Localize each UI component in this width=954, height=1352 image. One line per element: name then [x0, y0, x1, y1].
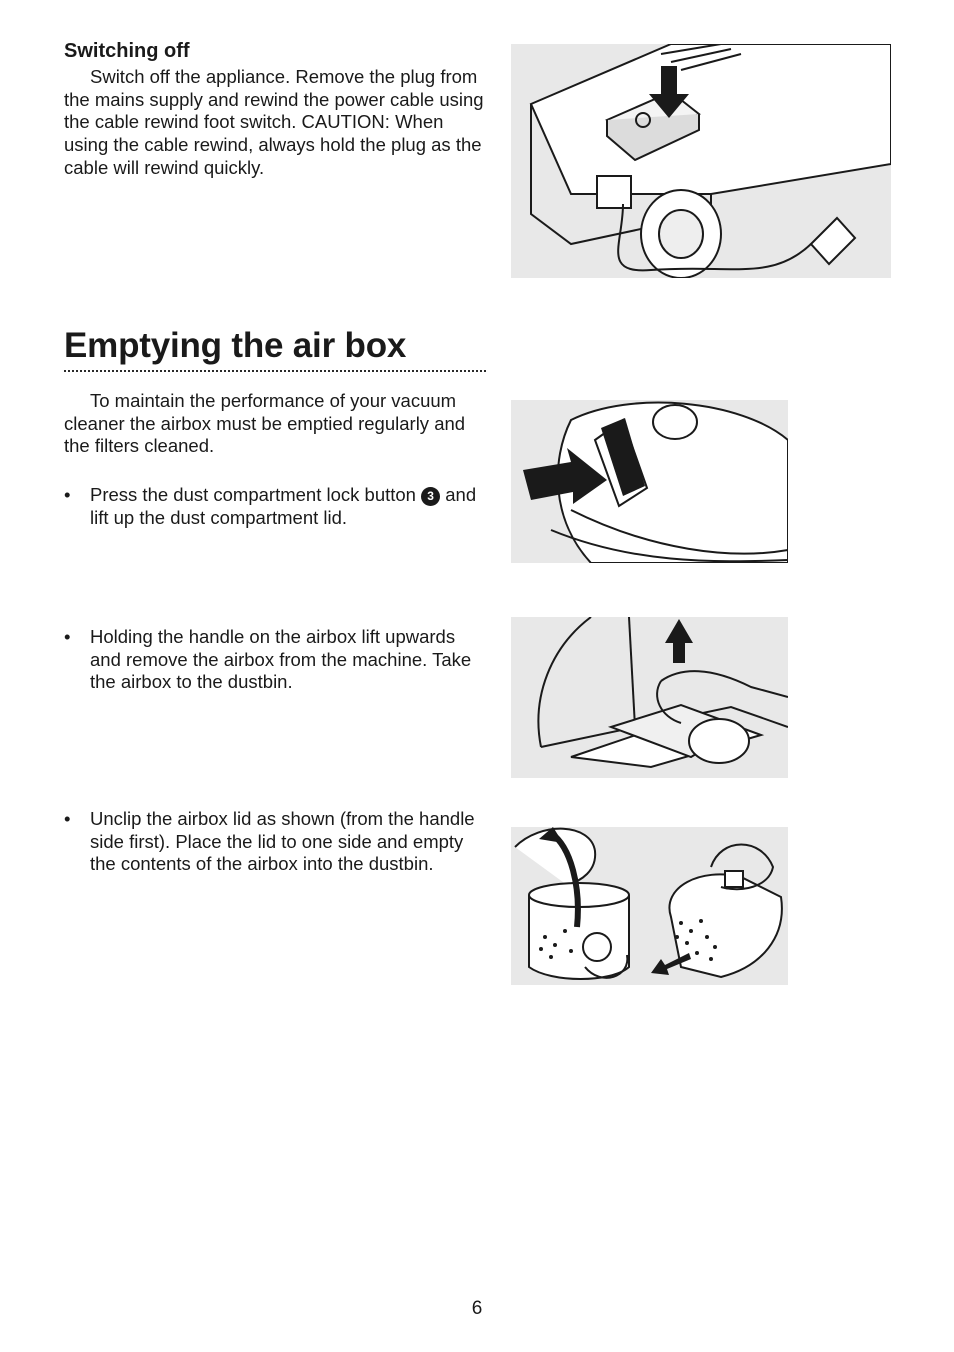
lock-button-number-badge: 3 [421, 487, 440, 506]
airbox-lift-illustration [511, 617, 788, 778]
intro-text: To maintain the performance of your vacuum cleaner the airbox must be emptied regularly and the filters cleaned. [64, 390, 466, 457]
bullet-symbol: • [64, 626, 71, 647]
step-2-text: Holding the handle on the airbox lift upwards and remove the airbox from the machine. Take the airbox to the dustbin. [90, 626, 472, 693]
step-3-text: Unclip the airbox lid as shown (from the handle side first). Place the lid to one side and empty the contents of the airbox into the dustbin. [90, 808, 475, 875]
bullet-symbol: • [64, 484, 71, 505]
step-1-text: Press the dust compartment lock button 3 and lift up the dust compartment lid. [90, 484, 477, 528]
dotted-divider [64, 370, 486, 372]
unclip-and-empty-illustration [511, 827, 788, 985]
section-title: Emptying the air box [64, 326, 407, 365]
cable-rewind-illustration [511, 44, 891, 278]
switching-off-text: Switch off the appliance. Remove the plug from the mains supply and rewind the power cable using the cable rewind foot switch. CAUTION: When using the cable rewind, always hold the plug as the cable will rewind quickly. [64, 66, 484, 178]
page-number: 6 [471, 1298, 483, 1319]
switching-off-heading: Switching off [64, 40, 190, 62]
lock-button-illustration [511, 400, 788, 563]
bullet-symbol: • [64, 808, 71, 829]
